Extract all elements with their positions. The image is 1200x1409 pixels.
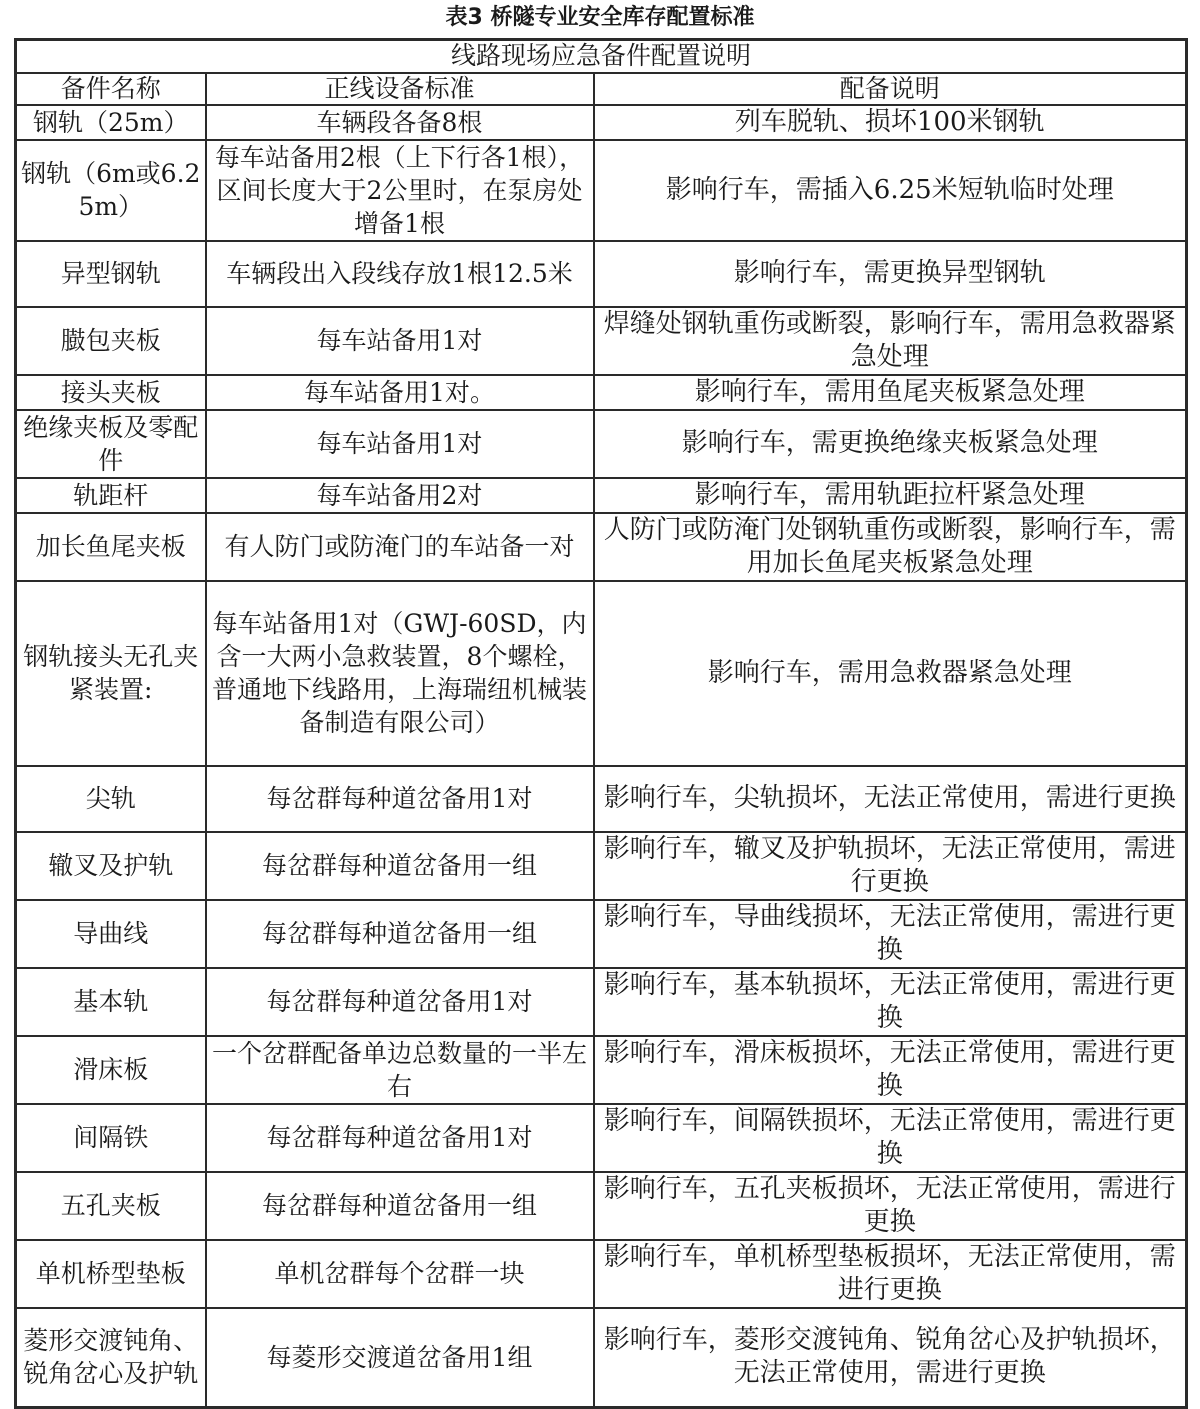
cell-note: 影响行车，需用鱼尾夹板紧急处理 [594,375,1187,410]
header-name: 备件名称 [16,73,206,105]
table-row [16,1240,1187,1308]
cell-part-name: 导曲线 [16,900,206,968]
table-row [16,1308,1187,1408]
spare-parts-table [14,38,1188,1409]
cell-part-name: 轨距杆 [16,478,206,513]
cell-part-name: 间隔铁 [16,1104,206,1172]
cell-note: 人防门或防淹门处钢轨重伤或断裂，影响行车，需用加长鱼尾夹板紧急处理 [594,513,1187,581]
cell-part-name: 加长鱼尾夹板 [16,513,206,581]
cell-note: 影响行车，辙叉及护轨损坏，无法正常使用，需进行更换 [594,832,1187,900]
cell-part-name: 基本轨 [16,968,206,1036]
cell-note: 列车脱轨、损坏100米钢轨 [594,105,1187,140]
cell-standard: 每岔群每种道岔备用一组 [206,832,594,900]
cell-standard: 每车站备用1对。 [206,375,594,410]
cell-part-name: 菱形交渡钝角、锐角岔心及护轨 [16,1308,206,1408]
cell-note: 影响行车，需用轨距拉杆紧急处理 [594,478,1187,513]
cell-standard: 一个岔群配备单边总数量的一半左右 [206,1036,594,1104]
table-row [16,375,1187,410]
cell-standard: 每岔群每种道岔备用一组 [206,900,594,968]
cell-note: 影响行车，菱形交渡钝角、锐角岔心及护轨损坏，无法正常使用，需进行更换 [594,1308,1187,1408]
cell-note: 影响行车，尖轨损坏，无法正常使用，需进行更换 [594,766,1187,832]
table-row [16,968,1187,1036]
cell-standard: 每车站备用1对 [206,410,594,478]
table-row [16,1104,1187,1172]
table-title: 线路现场应急备件配置说明 [16,40,1187,73]
table-row [16,307,1187,375]
cell-part-name: 尖轨 [16,766,206,832]
cell-part-name: 臌包夹板 [16,307,206,375]
cell-part-name: 辙叉及护轨 [16,832,206,900]
cell-part-name: 滑床板 [16,1036,206,1104]
cell-standard: 每岔群每种道岔备用1对 [206,766,594,832]
cell-part-name: 钢轨（6m或6.25m） [16,140,206,241]
header-note: 配备说明 [594,73,1187,105]
cell-standard: 每岔群每种道岔备用一组 [206,1172,594,1240]
cell-part-name: 钢轨接头无孔夹紧装置: [16,581,206,766]
cell-note: 影响行车，需用急救器紧急处理 [594,581,1187,766]
table-row [16,410,1187,478]
cell-part-name: 单机桥型垫板 [16,1240,206,1308]
table-title-row [16,40,1187,73]
cell-standard: 每车站备用2根（上下行各1根），区间长度大于2公里时，在泵房处增备1根 [206,140,594,241]
cell-note: 焊缝处钢轨重伤或断裂，影响行车，需用急救器紧急处理 [594,307,1187,375]
table-row [16,581,1187,766]
cell-standard: 车辆段出入段线存放1根12.5米 [206,241,594,307]
table-row [16,513,1187,581]
table-row [16,241,1187,307]
table-row [16,478,1187,513]
cell-standard: 每车站备用1对 [206,307,594,375]
cell-part-name: 绝缘夹板及零配件 [16,410,206,478]
table-row [16,766,1187,832]
cell-note: 影响行车，导曲线损坏，无法正常使用，需进行更换 [594,900,1187,968]
cell-standard: 每岔群每种道岔备用1对 [206,968,594,1036]
cell-standard: 单机岔群每个岔群一块 [206,1240,594,1308]
cell-note: 影响行车，需更换绝缘夹板紧急处理 [594,410,1187,478]
cell-standard: 有人防门或防淹门的车站备一对 [206,513,594,581]
table-row [16,105,1187,140]
cell-part-name: 五孔夹板 [16,1172,206,1240]
cell-standard: 每菱形交渡道岔备用1组 [206,1308,594,1408]
cell-part-name: 接头夹板 [16,375,206,410]
cell-note: 影响行车，需插入6.25米短轨临时处理 [594,140,1187,241]
cell-note: 影响行车，基本轨损坏，无法正常使用，需进行更换 [594,968,1187,1036]
cell-standard: 每车站备用1对（GWJ-60SD，内含一大两小急救装置，8个螺栓，普通地下线路用，上海瑞纽机械装备制造有限公司） [206,581,594,766]
cell-standard: 车辆段各备8根 [206,105,594,140]
table-caption: 表3 桥隧专业安全库存配置标准 [445,5,755,30]
cell-standard: 每岔群每种道岔备用1对 [206,1104,594,1172]
cell-note: 影响行车，单机桥型垫板损坏，无法正常使用，需进行更换 [594,1240,1187,1308]
header-row [16,73,1187,105]
cell-part-name: 异型钢轨 [16,241,206,307]
table-row [16,900,1187,968]
table-row [16,832,1187,900]
cell-note: 影响行车，间隔铁损坏，无法正常使用，需进行更换 [594,1104,1187,1172]
table-row [16,1172,1187,1240]
cell-note: 影响行车，滑床板损坏，无法正常使用，需进行更换 [594,1036,1187,1104]
table-row [16,140,1187,241]
cell-note: 影响行车，五孔夹板损坏，无法正常使用，需进行更换 [594,1172,1187,1240]
header-standard: 正线设备标准 [206,73,594,105]
cell-standard: 每车站备用2对 [206,478,594,513]
cell-note: 影响行车，需更换异型钢轨 [594,241,1187,307]
cell-part-name: 钢轨（25m） [16,105,206,140]
table-row [16,1036,1187,1104]
